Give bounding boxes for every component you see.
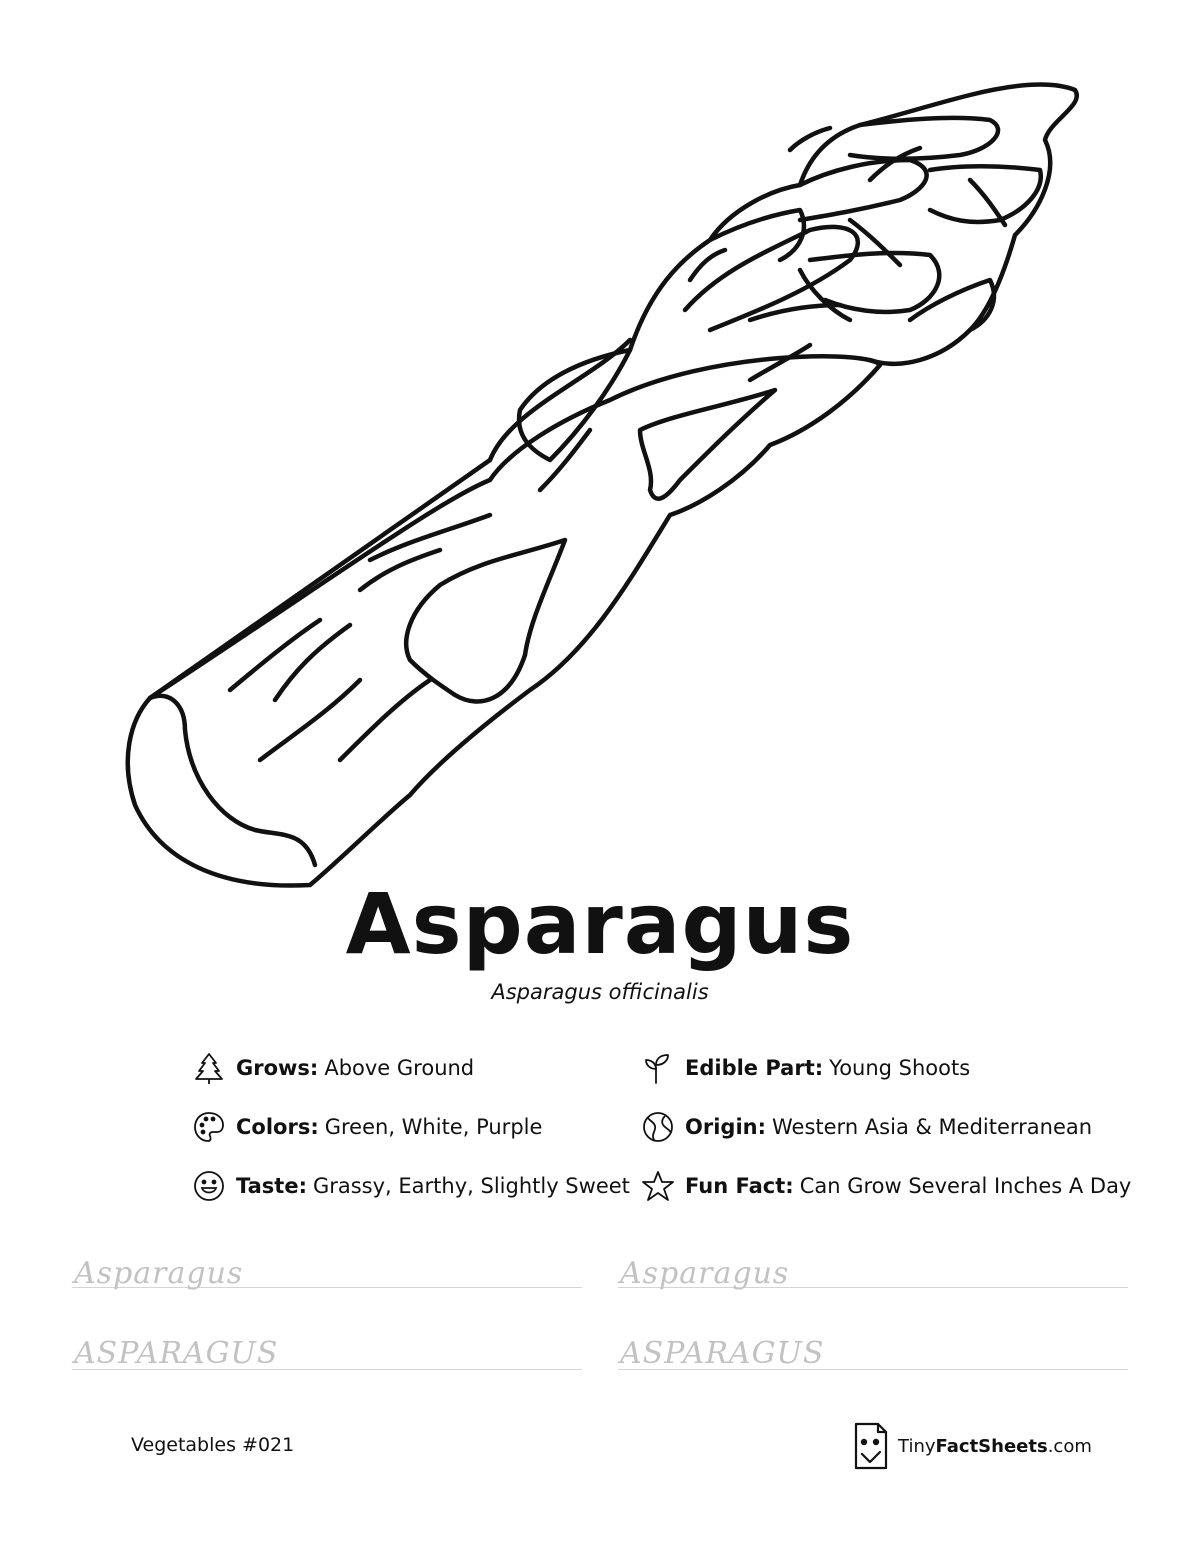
fact-value: Above Ground [324, 1056, 475, 1080]
tracing-word: Asparagus [74, 1256, 244, 1291]
tree-icon [190, 1049, 228, 1087]
fact-edible-part [639, 1048, 970, 1088]
fact-label: Colors: [236, 1115, 319, 1139]
fact-value: Grassy, Earthy, Slightly Sweet [312, 1174, 630, 1198]
fact-fun-fact [639, 1166, 1131, 1206]
brand [850, 1420, 1092, 1472]
brand-prefix: Tiny [898, 1435, 936, 1457]
fact-value: Western Asia & Mediterranean [772, 1115, 1093, 1139]
tracing-row-mixed-left [72, 1248, 582, 1308]
scientific-name: Asparagus officinalis [491, 980, 709, 1004]
fact-colors [190, 1107, 542, 1147]
globe-icon [639, 1108, 677, 1146]
palette-icon [190, 1108, 228, 1146]
asparagus-illustration [110, 60, 1110, 900]
fact-taste [190, 1166, 630, 1206]
star-icon [639, 1167, 677, 1205]
smile-icon [190, 1167, 228, 1205]
tracing-word: ASPARAGUS [620, 1336, 825, 1371]
page-title: Asparagus [345, 875, 855, 973]
fact-label: Fun Fact: [685, 1174, 794, 1198]
fact-sheet-logo-icon [850, 1420, 890, 1472]
fact-grows [190, 1048, 474, 1088]
tracing-word: ASPARAGUS [74, 1336, 279, 1371]
brand-suffix: .com [1047, 1435, 1092, 1457]
brand-bold: FactSheets [935, 1435, 1048, 1457]
fact-value: Green, White, Purple [324, 1115, 543, 1139]
sprout-icon [639, 1049, 677, 1087]
tracing-row-mixed-right [618, 1248, 1128, 1308]
series-label: Vegetables #021 [131, 1434, 295, 1456]
tracing-row-upper-left [72, 1328, 582, 1388]
tracing-word: Asparagus [620, 1256, 790, 1291]
brand-name [898, 1436, 1092, 1457]
fact-label: Taste: [236, 1174, 307, 1198]
tracing-row-upper-right [618, 1328, 1128, 1388]
fact-value: Young Shoots [829, 1056, 971, 1080]
fact-value: Can Grow Several Inches A Day [799, 1174, 1132, 1198]
fact-label: Grows: [236, 1056, 319, 1080]
fact-label: Origin: [685, 1115, 766, 1139]
fact-label: Edible Part: [685, 1056, 824, 1080]
fact-origin [639, 1107, 1092, 1147]
